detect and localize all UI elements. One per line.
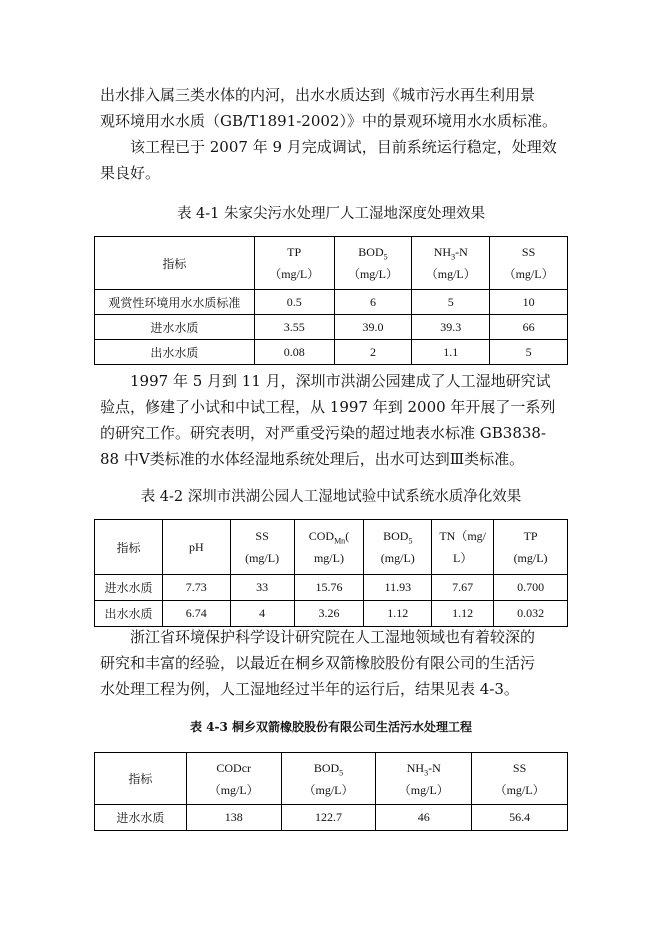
text-line: 的研究工作。研究表明，对严重受污染的超过地表水标准 GB3838-: [100, 424, 547, 442]
header-ss: SS （mg/L）: [490, 237, 568, 290]
row-label: 进水水质: [95, 805, 187, 831]
table-2-caption: 表 4-2 深圳市洪湖公园人工湿地试验中试系统水质净化效果: [140, 489, 522, 505]
table-cell: 122.7: [281, 805, 376, 831]
row-label: 出水水质: [95, 340, 255, 365]
header-nh3n: $NH_3-N$ （mg/L）: [376, 753, 472, 805]
paragraph-debug-status: [100, 134, 570, 186]
text-line: 观环境用水水质（GB/T1891-2002）》中的景观环境用水水质标准。: [100, 112, 557, 130]
table-cell: 39.3: [412, 315, 490, 340]
table-row: [95, 290, 568, 315]
header-tp: TP （mg/L）: [254, 237, 334, 290]
table-cell: 3.55: [254, 315, 334, 340]
table-cell: 0.700: [494, 575, 568, 601]
table-3: [94, 752, 568, 831]
header-bod5: $BOD_5$ （mg/L）: [334, 237, 412, 290]
table-cell: 6.74: [162, 601, 230, 627]
header-label: 指标: [95, 520, 163, 575]
table-header-row: [95, 520, 568, 575]
paragraph-zhejiang: [100, 624, 570, 702]
row-label: 进水水质: [95, 315, 255, 340]
table-row: [95, 575, 568, 601]
header-tn: TN（mg/ L）: [432, 520, 494, 575]
row-label: 观赏性环境用水水质标准: [95, 290, 255, 315]
table-cell: 0.08: [254, 340, 334, 365]
header-tp: TP (mg/L): [494, 520, 568, 575]
header-ph: pH: [162, 520, 230, 575]
row-label: 进水水质: [95, 575, 163, 601]
table-cell: 66: [490, 315, 568, 340]
table-cell: 6: [334, 290, 412, 315]
table-cell: 0.032: [494, 601, 568, 627]
table-cell: 5: [412, 290, 490, 315]
table-cell: 10: [490, 290, 568, 315]
table-cell: 33: [230, 575, 294, 601]
table-cell: 15.76: [294, 575, 364, 601]
header-nh3n: $NH_3-N$ （mg/L）: [412, 237, 490, 290]
table-cell: 2: [334, 340, 412, 365]
header-ss: SS (mg/L): [230, 520, 294, 575]
table-1: [94, 236, 568, 365]
header-bod5: $BOD_5$ (mg/L): [364, 520, 432, 575]
table-row: [95, 315, 568, 340]
text-line: 验点，修建了小试和中试工程，从 1997 年到 2000 年开展了一系列: [100, 398, 556, 416]
text-line: 浙江省环境保护科学设计研究院在人工湿地领域也有着较深的: [100, 628, 536, 646]
table-cell: 11.93: [364, 575, 432, 601]
table-cell: 138: [186, 805, 281, 831]
header-ss: SS （mg/L）: [472, 753, 568, 805]
table-cell: 46: [376, 805, 472, 831]
table-row: [95, 340, 568, 365]
header-codcr: CODcr （mg/L）: [186, 753, 281, 805]
paragraph-intro: [100, 82, 570, 134]
table-cell: 0.5: [254, 290, 334, 315]
header-bod5: $BOD_5$ （mg/L）: [281, 753, 376, 805]
paragraph-shenzhen: [100, 368, 570, 472]
table-1-caption: 表 4-1 朱家尖污水处理厂人工湿地深度处理效果: [176, 206, 486, 222]
text-line: 88 中Ⅴ类标准的水体经湿地系统处理后，出水可达到Ⅲ类标准。: [100, 450, 525, 468]
table-cell: 4: [230, 601, 294, 627]
header-cod-mn: $COD_{Mn}$( mg/L): [294, 520, 364, 575]
text-line: 水处理工程为例，人工湿地经过半年的运行后，结果见表 4-3。: [100, 680, 519, 698]
header-label: 指标: [95, 753, 187, 805]
table-3-caption: 表 4-3 桐乡双箭橡胶股份有限公司生活污水处理工程: [189, 720, 473, 734]
text-line: 该工程已于 2007 年 9 月完成调试，目前系统运行稳定，处理效: [100, 138, 557, 156]
text-line: 研究和丰富的经验，以最近在桐乡双箭橡胶股份有限公司的生活污: [100, 654, 536, 672]
text-line: 出水排入属三类水体的内河，出水水质达到《城市污水再生利用景: [100, 86, 536, 104]
table-cell: 56.4: [472, 805, 568, 831]
header-label: 指标: [95, 237, 255, 290]
table-row: [95, 601, 568, 627]
table-cell: 1.1: [412, 340, 490, 365]
table-cell: 5: [490, 340, 568, 365]
table-row: [95, 805, 568, 831]
table-2: [94, 519, 568, 627]
text-line: 果良好。: [100, 164, 161, 182]
table-header-row: [95, 753, 568, 805]
table-header-row: [95, 237, 568, 290]
table-cell: 7.73: [162, 575, 230, 601]
table-cell: 7.67: [432, 575, 494, 601]
table-cell: 1.12: [432, 601, 494, 627]
table-cell: 1.12: [364, 601, 432, 627]
text-line: 1997 年 5 月到 11 月，深圳市洪湖公园建成了人工湿地研究试: [100, 372, 551, 390]
row-label: 出水水质: [95, 601, 163, 627]
table-cell: 3.26: [294, 601, 364, 627]
table-cell: 39.0: [334, 315, 412, 340]
